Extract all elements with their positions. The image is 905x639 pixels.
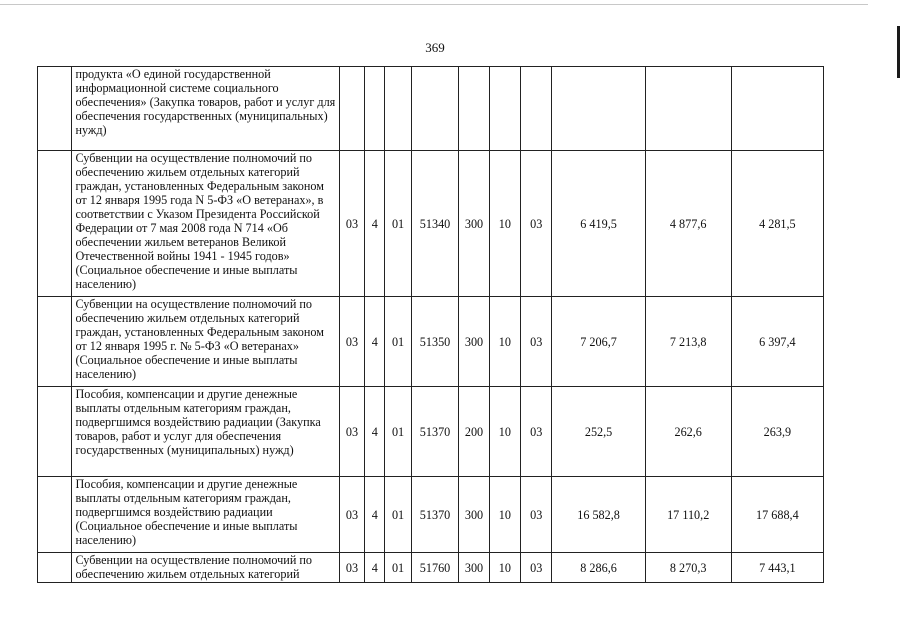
code-cell: 4 <box>365 387 385 477</box>
amount-cell-3: 263,9 <box>731 387 823 477</box>
amount-cell-1: 7 206,7 <box>552 297 645 387</box>
amount-cell-2: 7 213,8 <box>645 297 731 387</box>
row-description: Субвенции на осуществление полномочий по обеспечению жильем отдельных категорий <box>72 553 339 583</box>
scan-binding-mark <box>897 26 900 78</box>
amount-cell-3: 17 688,4 <box>731 477 823 553</box>
code-cell: 03 <box>339 151 364 297</box>
code-cell: 200 <box>459 387 489 477</box>
code-cell: 4 <box>365 297 385 387</box>
code-cell: 03 <box>521 553 552 583</box>
code-cell <box>365 67 385 151</box>
code-cell: 03 <box>339 297 364 387</box>
code-cell <box>385 67 411 151</box>
code-cell: 10 <box>489 553 520 583</box>
code-cell: 4 <box>365 477 385 553</box>
table-row <box>38 297 824 387</box>
code-cell: 01 <box>385 477 411 553</box>
code-cell: 51370 <box>411 387 459 477</box>
table-row <box>38 67 824 151</box>
code-cell: 03 <box>521 151 552 297</box>
code-cell: 10 <box>489 297 520 387</box>
amount-cell-1: 8 286,6 <box>552 553 645 583</box>
scan-top-edge <box>0 4 868 5</box>
table-row <box>38 387 824 477</box>
row-number-cell <box>38 477 72 553</box>
amount-cell-1 <box>552 67 645 151</box>
code-cell: 10 <box>489 151 520 297</box>
code-cell <box>489 67 520 151</box>
code-cell: 03 <box>339 387 364 477</box>
row-description: Субвенции на осуществление полномочий по обеспечению жильем отдельных категорий граждан, установленных Федеральным законом от 12 января 1995 г. № 5-ФЗ «О ветеранах» (Социальное обеспечение и иные выплаты населению) <box>72 297 339 387</box>
code-cell <box>411 67 459 151</box>
amount-cell-2: 17 110,2 <box>645 477 731 553</box>
code-cell: 01 <box>385 387 411 477</box>
code-cell: 10 <box>489 387 520 477</box>
code-cell: 300 <box>459 297 489 387</box>
amount-cell-3: 6 397,4 <box>731 297 823 387</box>
row-number-cell <box>38 151 72 297</box>
row-number-cell <box>38 67 72 151</box>
table-row <box>38 477 824 553</box>
page-number: 369 <box>425 40 445 55</box>
code-cell: 51370 <box>411 477 459 553</box>
code-cell: 51760 <box>411 553 459 583</box>
code-cell: 4 <box>365 553 385 583</box>
amount-cell-1: 16 582,8 <box>552 477 645 553</box>
amount-cell-2: 8 270,3 <box>645 553 731 583</box>
amount-cell-3: 7 443,1 <box>731 553 823 583</box>
amount-cell-2: 4 877,6 <box>645 151 731 297</box>
code-cell: 01 <box>385 553 411 583</box>
code-cell: 4 <box>365 151 385 297</box>
amount-cell-2: 262,6 <box>645 387 731 477</box>
amount-cell-2 <box>645 67 731 151</box>
amount-cell-1: 252,5 <box>552 387 645 477</box>
row-description: Пособия, компенсации и другие денежные выплаты отдельным категориям граждан, подвергшимся воздействию радиации (Закупка товаров, работ и услуг для обеспечения государственных (муниципальных) нужд) <box>72 387 339 477</box>
table-row <box>38 151 824 297</box>
row-description: Субвенции на осуществление полномочий по обеспечению жильем отдельных категорий граждан, установленных Федеральным законом от 12 января 1995 года N 5-ФЗ «О ветеранах», в соответствии с Указом Президента Российской Федерации от 7 мая 2008 года N 714 «Об обеспечении жильем ветеранов Великой Отечественной войны 1941 - 1945 годов» (Социальное обеспечение и иные выплаты населению) <box>72 151 339 297</box>
budget-table <box>37 66 824 583</box>
code-cell <box>339 67 364 151</box>
code-cell: 01 <box>385 151 411 297</box>
row-number-cell <box>38 297 72 387</box>
code-cell: 51350 <box>411 297 459 387</box>
code-cell: 300 <box>459 477 489 553</box>
code-cell: 03 <box>339 553 364 583</box>
code-cell: 300 <box>459 151 489 297</box>
code-cell: 03 <box>339 477 364 553</box>
code-cell: 01 <box>385 297 411 387</box>
amount-cell-3: 4 281,5 <box>731 151 823 297</box>
table-row <box>38 553 824 583</box>
code-cell: 03 <box>521 477 552 553</box>
code-cell: 10 <box>489 477 520 553</box>
amount-cell-3 <box>731 67 823 151</box>
code-cell <box>459 67 489 151</box>
code-cell: 03 <box>521 297 552 387</box>
code-cell: 300 <box>459 553 489 583</box>
row-number-cell <box>38 387 72 477</box>
amount-cell-1: 6 419,5 <box>552 151 645 297</box>
row-number-cell <box>38 553 72 583</box>
code-cell: 51340 <box>411 151 459 297</box>
row-description: продукта «О единой государственной информационной системе социального обеспечения» (Закупка товаров, работ и услуг для обеспечения государственных (муниципальных) нужд) <box>72 67 339 151</box>
code-cell: 03 <box>521 387 552 477</box>
code-cell <box>521 67 552 151</box>
row-description: Пособия, компенсации и другие денежные выплаты отдельным категориям граждан, подвергшимся воздействию радиации (Социальное обеспечение и иные выплаты населению) <box>72 477 339 553</box>
